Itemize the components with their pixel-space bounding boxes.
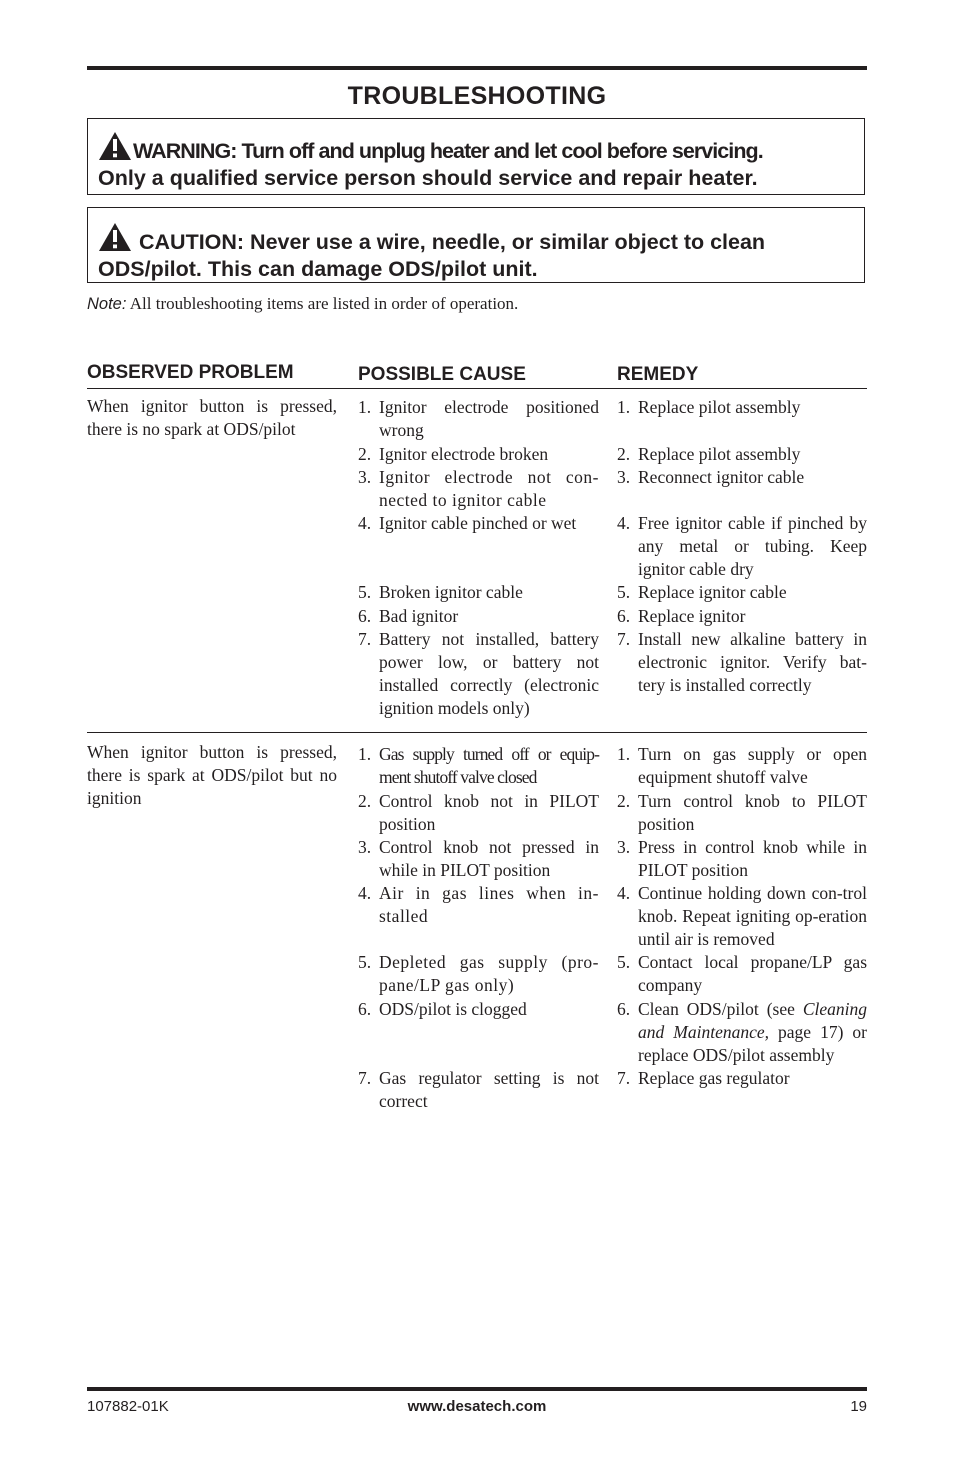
row-2-cause-6: 6. ODS/pilot is clogged [358,999,527,1019]
row-1-problem: When ignitor button is pressed, there is no spark at ODS/pilot [87,396,337,440]
warning-triangle-icon [98,222,132,252]
header-rule [87,388,867,389]
row-2-cause-3: 3. Control knob not pressed in while in PILOT position [358,837,599,881]
row-1-cause-2: 2. Ignitor electrode broken [358,444,549,464]
row-1-remedy-6: 6. Replace ignitor [617,606,746,626]
manual-page [87,0,867,1475]
footer-website: www.desatech.com [407,1398,547,1415]
warning-triangle-icon [98,131,132,161]
row-1-cause-6: 6. Bad ignitor [358,606,459,626]
note [87,293,518,315]
header-remedy: REMEDY [617,364,699,385]
row-1-cause-5: 5. Broken ignitor cable [358,582,523,602]
row-2-remedy-7: 7. Replace gas regulator [617,1068,790,1088]
row-1-cause-4: 4. Ignitor cable pinched or wet [358,513,577,533]
row-2-remedy-6: 6. Clean ODS/pilot (see Cleaning and Maintenance, page 17) or replace ODS/pilot assembly [617,999,867,1066]
row-1-cause-3: 3. Ignitor electrode not con-nected to ignitor cable [358,467,599,511]
row-1-remedy-1: 1. Replace pilot assembly [617,397,801,417]
warning-text-2: Only a qualified service person should service and repair heater. [98,166,758,190]
row-1-cause-1: 1. Ignitor electrode positioned wrong [358,397,599,441]
bottom-rule [87,1387,867,1391]
row-1-remedy-3: 3. Reconnect ignitor cable [617,467,805,487]
row-2-remedy-4: 4. Continue holding down con-trol knob. Repeat igniting op-eration until air is removed [617,883,867,950]
caution-text-1: CAUTION: Never use a wire, needle, or similar object to clean [138,230,766,254]
caution-box [87,207,865,283]
warning-box [87,118,865,195]
row-2-cause-2: 2. Control knob not in PILOT position [358,791,599,835]
row-2-remedy-5: 5. Contact local propane/LP gas company [617,952,867,996]
top-rule [87,66,867,70]
row-2-cause-1: 1. Gas supply turned off or equip-ment shutoff valve closed [358,744,599,788]
page-title: TROUBLESHOOTING [347,82,607,110]
warning-line-1 [98,131,854,165]
header-observed-problem: OBSERVED PROBLEM [87,362,294,383]
row-1-remedy-7: 7. Install new alkaline battery in electronic ignitor. Verify bat-tery is installed correctly [617,629,867,696]
row-2-cause-4: 4. Air in gas lines when in-stalled [358,883,599,927]
row-1-remedy-5: 5. Replace ignitor cable [617,582,787,602]
caution-line-1 [98,222,854,256]
row-2-problem: When ignitor button is pressed, there is spark at ODS/pilot but no ignition [87,742,337,809]
warning-text-1: WARNING: Turn off and unplug heater and let cool before servicing. [133,139,763,163]
footer-doc-number: 107882-01K [87,1398,169,1415]
footer-page-number: 19 [850,1398,867,1415]
note-label: Note: [87,295,127,313]
header-possible-cause: POSSIBLE CAUSE [358,364,526,385]
row-2-remedy-3: 3. Press in control knob while in PILOT position [617,837,867,881]
row-1-remedy-2: 2. Replace pilot assembly [617,444,801,464]
row-2-remedy-1: 1. Turn on gas supply or open equipment shutoff valve [617,744,867,788]
caution-text-2: ODS/pilot. This can damage ODS/pilot unit. [98,257,538,281]
row-2-remedy-2: 2. Turn control knob to PILOT position [617,791,867,835]
row-2-cause-5: 5. Depleted gas supply (pro-pane/LP gas only) [358,952,599,996]
row-1-remedy-4: 4. Free ignitor cable if pinched by any metal or tubing. Keep ignitor cable dry [617,513,867,580]
row-divider [87,732,867,733]
note-text: All troubleshooting items are listed in order of operation. [126,294,519,313]
row-1-cause-7: 7. Battery not installed, battery power low, or battery not installed correctly (electronic ignition models only) [358,629,599,719]
row-2-cause-7: 7. Gas regulator setting is not correct [358,1068,599,1112]
cross-reference: Cleaning and Maintenance, [638,999,867,1043]
